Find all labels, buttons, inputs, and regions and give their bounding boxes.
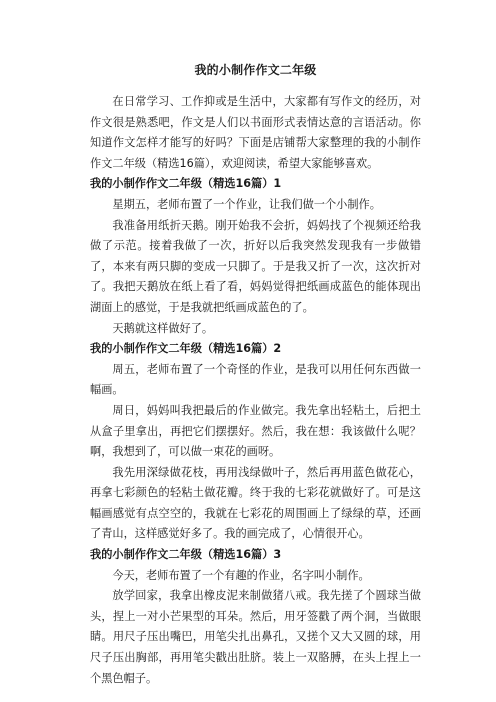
section-heading-3: 我的小制作作文二年级（精选16篇）3 bbox=[90, 548, 282, 562]
section-3-paragraph-1: 今天，老师布置了一个有趣的作业，名字叫小制作。 bbox=[112, 568, 370, 582]
section-heading-1: 我的小制作作文二年级（精选16篇）1 bbox=[90, 177, 282, 191]
section-2-paragraph-3: 我先用深绿做花枝，再用浅绿做叶子，然后再用蓝色做花心，再拿七彩颜色的轻粘土做花瓣。终于我的七彩花就做好了。可是这幅画感觉有点空空的，我就在七彩花的周围画上了绿绿的草，还画了青山，这样感觉好多了。我的画完成了，心情很开心。 bbox=[90, 465, 421, 541]
section-1-paragraph-1: 星期五，老师布置了一个作业，让我们做一个小制作。 bbox=[112, 197, 381, 211]
section-1-paragraph-2: 我准备用纸折天鹅。刚开始我不会折，妈妈找了个视频还给我做了示范。接着我做了一次，折好以后我突然发现我有一步做错了，本来有两只脚的变成一只脚了。于是我又折了一次，这次折对了。我把天鹅放在纸上看了看，妈妈觉得把纸画成蓝色的能体现出湖面上的感觉，于是我就把纸画成蓝色的了。 bbox=[90, 218, 421, 314]
document-title: 我的小制作作文二年级 bbox=[194, 63, 317, 77]
intro-paragraph: 在日常学习、工作抑或是生活中，大家都有写作文的经历，对作文很是熟悉吧，作文是人们以书面形式表情达意的言语活动。你知道作文怎样才能写的好吗？下面是店铺帮大家整理的我的小制作作文二年级（精选16篇），欢迎阅读，希望大家能够喜欢。 bbox=[90, 95, 421, 170]
section-2-paragraph-2: 周日，妈妈叫我把最后的作业做完。我先拿出轻粘土，后把土从盒子里拿出，再把它们摆摆好。然后，我在想：我该做什么呢？啊，我想到了，可以做一束花的画呀。 bbox=[90, 403, 421, 459]
section-1-paragraph-3: 天鹅就这样做好了。 bbox=[112, 321, 214, 335]
section-2-paragraph-1: 周五，老师布置了一个奇怪的作业，是我可以用任何东西做一幅画。 bbox=[90, 362, 421, 397]
section-3-paragraph-2: 放学回家，我拿出橡皮泥来制做猪八戒。我先搓了个圆球当做头，捏上一对小芒果型的耳朵。然后，用牙签戳了两个洞，当做眼睛。用尺子压出嘴巴，用笔尖扎出鼻孔，又搓个又大又圆的球，用尺子压出胸部，再用笔尖戳出肚脐。装上一双胳膊，在头上捏上一个黑色帽子。 bbox=[90, 589, 421, 685]
section-heading-2: 我的小制作作文二年级（精选16篇）2 bbox=[90, 342, 282, 356]
